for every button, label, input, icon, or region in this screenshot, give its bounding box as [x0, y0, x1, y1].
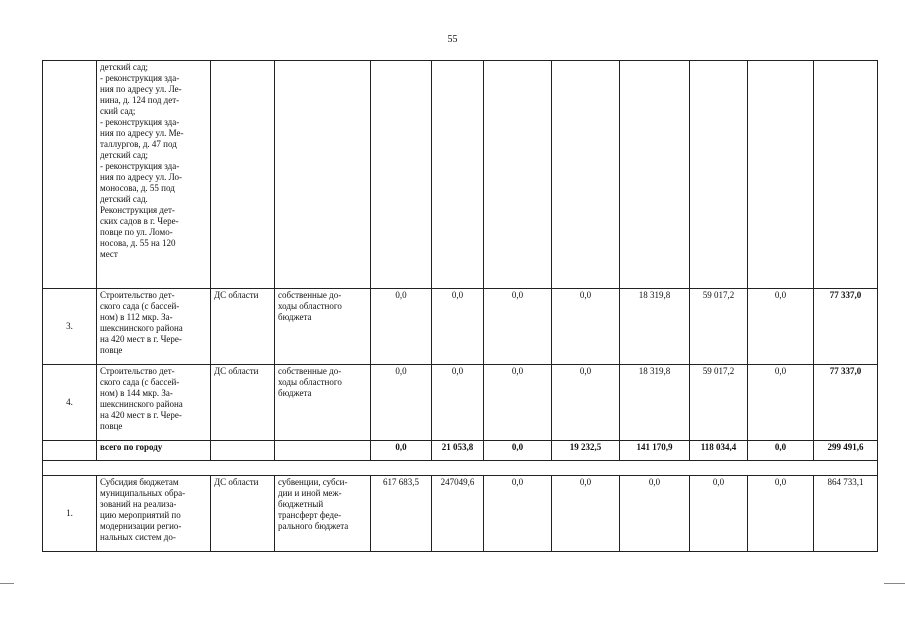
value-cell: 141 170,9 [620, 441, 690, 461]
value-cell: 18 319,8 [620, 289, 690, 365]
value-cell: 0,0 [552, 289, 620, 365]
event-name: Субсидия бюджетам муниципальных обра- зований на реализа- цию мероприятий по модернизации регио- нальных систем до- [97, 476, 211, 552]
table-row [43, 476, 878, 552]
budget-table [42, 60, 878, 552]
total-cell: 299 491,6 [814, 441, 878, 461]
value-cell: 0,0 [432, 289, 484, 365]
page-number: 55 [447, 34, 458, 45]
total-cell: 77 337,0 [814, 289, 878, 365]
scan-edge-mark [884, 583, 905, 584]
event-name: детский сад; - реконструкция зда- ния по адресу ул. Ле- нина, д. 124 под дет- ский сад; - реконструкция зда- ния по адресу ул. Ме- таллургов, д. 47 под детский сад; - реконструкция зда- ния по адресу ул. Ло- моносова, д. 55 под детский сад. Реконструкция дет- ских садов в г. Чере- повце по ул. Ломо- носова, д. 55 на 120 мест [97, 61, 211, 289]
total-label: всего по городу [97, 441, 211, 461]
value-cell: 0,0 [552, 365, 620, 441]
org-cell: ДС области [211, 476, 275, 552]
table-row [43, 365, 878, 441]
value-cell: 0,0 [748, 365, 814, 441]
value-cell: 0,0 [484, 441, 552, 461]
value-cell: 18 319,8 [620, 365, 690, 441]
value-cell: 0,0 [371, 289, 432, 365]
value-cell: 19 232,5 [552, 441, 620, 461]
value-cell: 617 683,5 [371, 476, 432, 552]
value-cell: 0,0 [484, 365, 552, 441]
org-cell: ДС области [211, 289, 275, 365]
total-cell: 864 733,1 [814, 476, 878, 552]
value-cell: 0,0 [432, 365, 484, 441]
table-row [43, 61, 878, 289]
value-cell: 0,0 [748, 289, 814, 365]
table-row [43, 289, 878, 365]
value-cell: 0,0 [484, 476, 552, 552]
value-cell: 0,0 [690, 476, 748, 552]
row-number: 1. [43, 476, 97, 552]
row-number: 3. [43, 289, 97, 365]
value-cell: 0,0 [748, 441, 814, 461]
funding-source: собственные до- ходы областного бюджета [275, 289, 371, 365]
value-cell: 0,0 [620, 476, 690, 552]
value-cell: 0,0 [371, 365, 432, 441]
event-name: Строительство дет- ского сада (с бассей- ном) в 112 мкр. За- шекснинского района на 420 мест в г. Чере- повце [97, 289, 211, 365]
spacer-row [43, 461, 878, 476]
funding-source: субвенции, субси- дии и иной меж- бюджетный трансферт феде- рального бюджета [275, 476, 371, 552]
event-name: Строительство дет- ского сада (с бассей- ном) в 144 мкр. За- шекснинского района на 420 мест в г. Чере- повце [97, 365, 211, 441]
total-cell: 77 337,0 [814, 365, 878, 441]
value-cell: 0,0 [371, 441, 432, 461]
value-cell: 0,0 [552, 476, 620, 552]
value-cell: 0,0 [748, 476, 814, 552]
value-cell: 247049,6 [432, 476, 484, 552]
row-number: 4. [43, 365, 97, 441]
row-number [43, 61, 97, 289]
org-cell: ДС области [211, 365, 275, 441]
funding-source: собственные до- ходы областного бюджета [275, 365, 371, 441]
value-cell: 59 017,2 [690, 289, 748, 365]
value-cell: 59 017,2 [690, 365, 748, 441]
scan-edge-mark [0, 583, 14, 584]
value-cell: 21 053,8 [432, 441, 484, 461]
value-cell: 0,0 [484, 289, 552, 365]
total-row [43, 441, 878, 461]
value-cell: 118 034,4 [690, 441, 748, 461]
